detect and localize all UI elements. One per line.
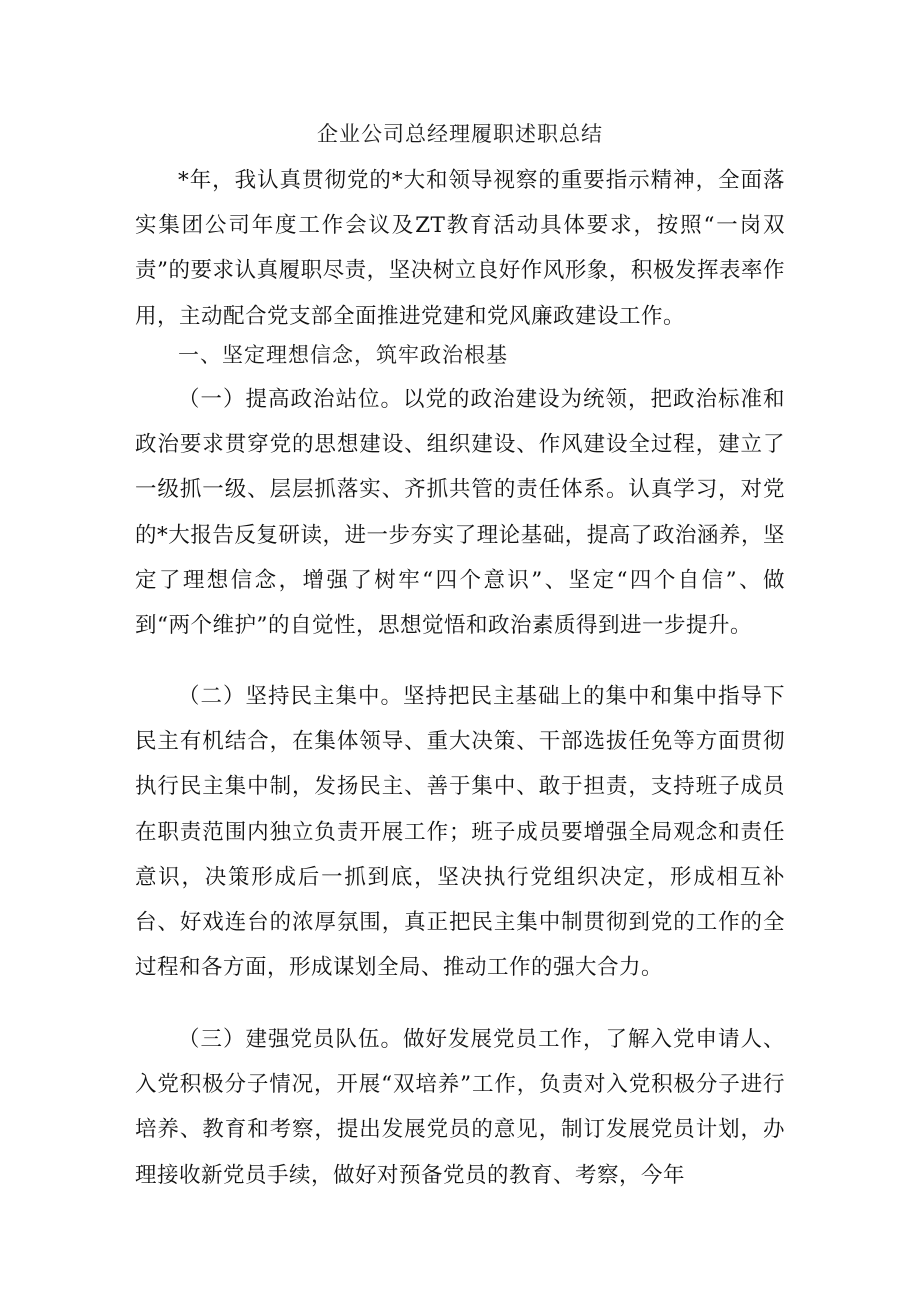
intro-paragraph: *年，我认真贯彻党的*大和领导视察的重要指示精神，全面落实集团公司年度工作会议及ZT教育活动具体要求，按照“一岗双责”的要求认真履职尽责，坚决树立良好作风形象，积极发挥表率作用，主动配合党支部全面推进党建和党风廉政建设工作。: [135, 168, 785, 329]
body-paragraph: （三）建强党员队伍。做好发展党员工作，了解入党申请人、入党积极分子情况，开展“双培养”工作，负责对入党积极分子进行培养、教育和考察，提出发展党员的意见，制订发展党员计划，办理接收新党员手续，做好对预备党员的教育、考察，今年: [135, 1027, 785, 1188]
document-title: 企业公司总经理履职述职总结: [317, 122, 603, 146]
body-paragraph: （二）坚持民主集中。坚持把民主基础上的集中和集中指导下民主有机结合，在集体领导、重大决策、干部选拔任免等方面贯彻执行民主集中制，发扬民主、善于集中、敢于担责，支持班子成员在职责范围内独立负责开展工作；班子成员要增强全局观念和责任意识，决策形成后一抓到底，坚决执行党组织决定，形成相互补台、好戏连台的浓厚氛围，真正把民主集中制贯彻到党的工作的全过程和各方面，形成谋划全局、推动工作的强大合力。: [135, 684, 785, 981]
body-paragraph: （一）提高政治站位。以党的政治建设为统领，把政治标准和政治要求贯穿党的思想建设、组织建设、作风建设全过程，建立了一级抓一级、层层抓落实、齐抓共管的责任体系。认真学习，对党的*大报告反复研读，进一步夯实了理论基础，提高了政治涵养，坚定了理想信念，增强了树牢“四个意识”、坚定“四个自信”、做到“两个维护”的自觉性，思想觉悟和政治素质得到进一步提升。: [135, 387, 785, 639]
section-heading: 一、坚定理想信念，筑牢政治根基: [178, 343, 508, 367]
